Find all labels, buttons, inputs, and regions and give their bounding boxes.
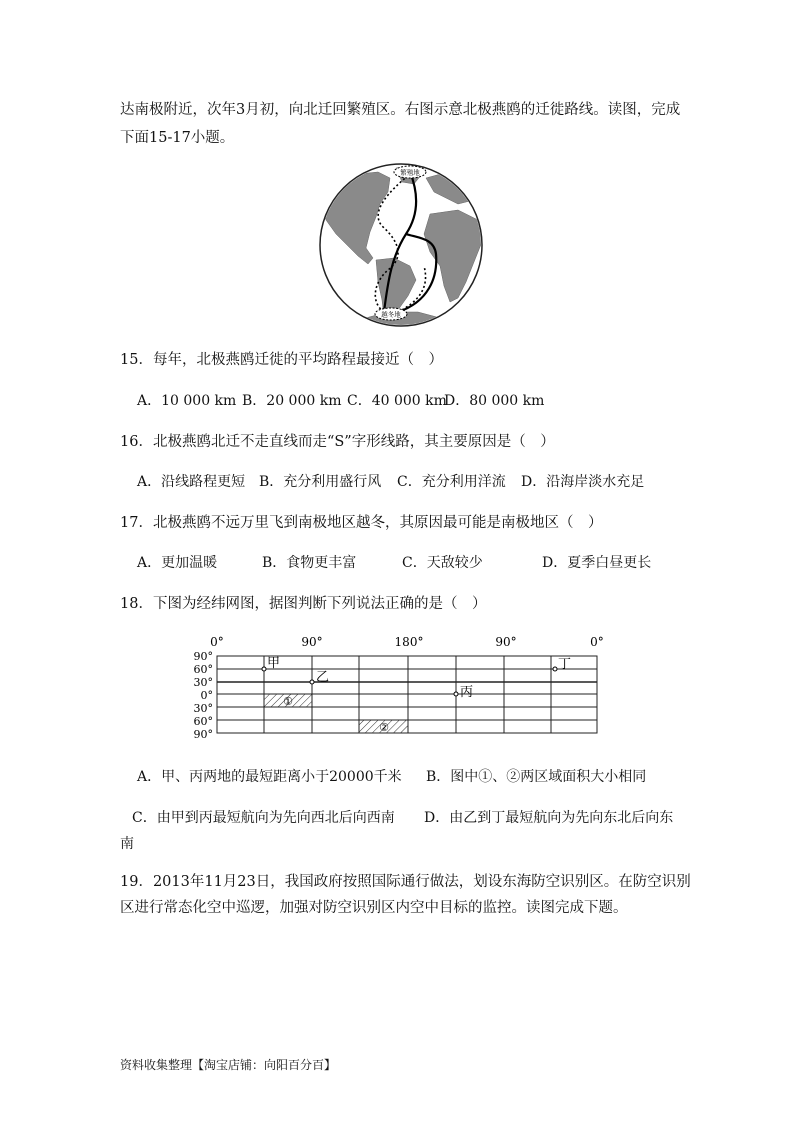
lat-lon-grid-figure [190, 632, 610, 740]
wintering-ground-label: 越冬地 [381, 310, 401, 319]
point-bing [454, 692, 458, 696]
point-bing-label: 丙 [460, 685, 474, 700]
q18-option-d[interactable]: D．由乙到丁最短航向为先向东北后向东 [424, 810, 674, 826]
q17-option-c[interactable]: C．天敌较少 [402, 555, 483, 571]
q18-option-b[interactable]: B．图中①、②两区域面积大小相同 [426, 769, 647, 785]
grid-lat-label-6: 90° [193, 728, 213, 740]
intro-line-1: 达南极附近，次年3月初，向北迁回繁殖区。右图示意北极燕鸥的迁徙路线。读图，完成 [120, 102, 681, 118]
intro-line-2: 下面15-17小题。 [120, 130, 235, 146]
q18-option-d-continued: 南 [120, 836, 134, 852]
grid-top-label-3: 90° [495, 635, 517, 649]
q18-option-a[interactable]: A．甲、丙两地的最短距离小于20000千米 [137, 769, 402, 785]
point-ding-label: 丁 [558, 657, 572, 672]
grid-top-label-1: 90° [301, 635, 323, 649]
q16-option-c[interactable]: C．充分利用洋流 [397, 474, 506, 490]
q16-option-d[interactable]: D．沿海岸淡水充足 [521, 474, 645, 490]
grid-lat-label-5: 60° [193, 715, 213, 728]
question-18-stem: 18．下图为经纬网图，据图判断下列说法正确的是（ ） [120, 596, 487, 612]
grid-lat-label-3: 0° [200, 689, 213, 702]
region-2-label: ② [379, 721, 389, 734]
grid-top-label-4: 0° [590, 635, 604, 649]
migration-globe-figure [318, 162, 484, 328]
grid-top-label-2: 180° [394, 635, 424, 649]
q16-option-a[interactable]: A．沿线路程更短 [137, 474, 246, 490]
region-1-label: ① [283, 695, 293, 708]
grid-top-label-0: 0° [210, 635, 224, 649]
q15-option-c[interactable]: C．40 000 km [347, 393, 447, 409]
q15-option-b[interactable]: B．20 000 km [242, 393, 342, 409]
q15-option-a[interactable]: A．10 000 km [137, 393, 237, 409]
point-yi-label: 乙 [316, 670, 330, 685]
question-16-stem: 16．北极燕鸥北迁不走直线而走“S”字形线路，其主要原因是（ ） [120, 434, 555, 450]
question-19-stem-line-1: 19．2013年11月23日，我国政府按照国际通行做法，划设东海防空识别区。在防空识别 [120, 874, 691, 890]
grid-lat-label-2: 30° [193, 676, 213, 689]
q17-option-b[interactable]: B．食物更丰富 [262, 555, 357, 571]
point-ding [553, 667, 557, 671]
breeding-ground-label: 繁殖地 [400, 168, 420, 177]
q17-option-a[interactable]: A．更加温暖 [137, 555, 218, 571]
q15-option-d[interactable]: D．80 000 km [444, 393, 545, 409]
q18-option-c[interactable]: C．由甲到丙最短航向为先向西北后向西南 [132, 810, 395, 826]
question-15-stem: 15．每年，北极燕鸥迁徙的平均路程最接近（ ） [120, 352, 443, 368]
question-19-stem-line-2: 区进行常态化空中巡逻，加强对防空识别区内空中目标的监控。读图完成下题。 [120, 900, 628, 916]
q17-option-d[interactable]: D．夏季白昼更长 [542, 555, 652, 571]
question-17-stem: 17．北极燕鸥不远万里飞到南极地区越冬，其原因最可能是南极地区（ ） [120, 515, 603, 531]
q16-option-b[interactable]: B．充分利用盛行风 [259, 474, 382, 490]
point-yi [310, 680, 314, 684]
grid-lat-label-1: 60° [193, 663, 213, 676]
grid-lat-label-4: 30° [193, 702, 213, 715]
grid-lat-label-0: 90° [193, 650, 213, 663]
page-footer: 资料收集整理【淘宝店铺：向阳百分百】 [120, 1058, 337, 1072]
point-jia-label: 甲 [267, 656, 281, 671]
point-jia [262, 667, 266, 671]
